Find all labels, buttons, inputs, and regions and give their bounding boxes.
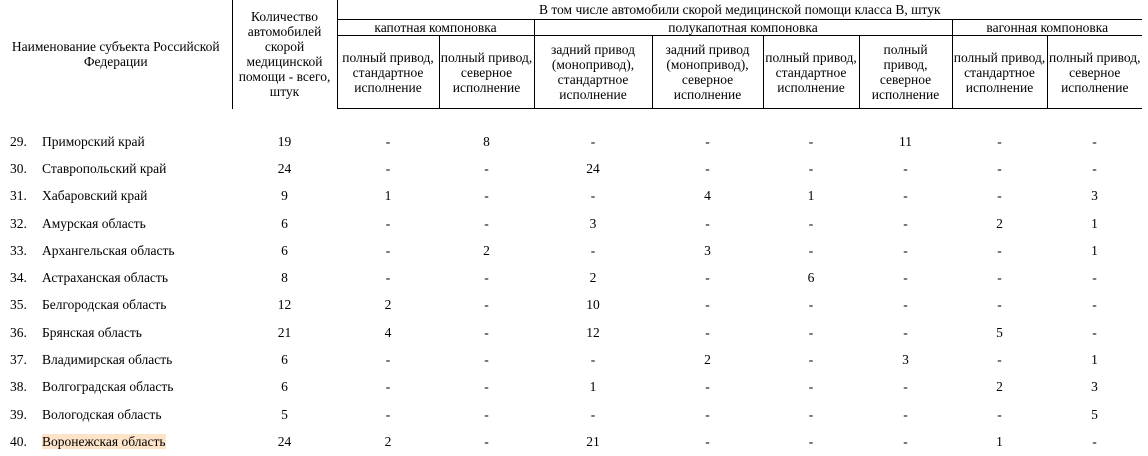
row-number: 30. (10, 160, 27, 176)
subject-name-text: Хабаровский край (42, 188, 148, 204)
row-value: - (484, 324, 489, 340)
row-value: - (997, 160, 1002, 176)
row-value: - (484, 379, 489, 395)
row-subject-name (42, 292, 232, 319)
row-value: 1 (1091, 242, 1098, 258)
row-subject-name (42, 346, 232, 373)
row-total: 5 (281, 406, 288, 422)
table-row (0, 128, 1142, 155)
row-value: - (590, 406, 596, 422)
row-value: - (997, 242, 1002, 258)
row-value: - (903, 160, 908, 176)
row-value: 2 (996, 379, 1003, 395)
subject-name-text: Владимирская область (42, 352, 173, 368)
row-value: - (484, 215, 489, 231)
table-row (0, 346, 1142, 373)
row-value: 21 (586, 433, 600, 449)
row-value: 3 (1091, 379, 1098, 395)
row-value: - (808, 242, 814, 258)
row-value: - (808, 215, 814, 231)
header-subcol: полный привод, северное исполнение (439, 36, 534, 109)
row-value: - (808, 297, 814, 313)
header-total: Количество автомобилей скорой медицинской помощи - всего, штук (232, 0, 337, 109)
row-value: - (808, 379, 814, 395)
row-value: - (385, 270, 391, 286)
row-value: - (903, 297, 908, 313)
row-value: - (1092, 433, 1097, 449)
row-number: 40. (10, 433, 27, 449)
row-value: 1 (1091, 215, 1098, 231)
table-row (0, 237, 1142, 264)
row-value: 2 (384, 433, 392, 449)
row-total: 6 (281, 215, 288, 231)
row-value: 1 (589, 379, 597, 395)
row-value: - (705, 406, 710, 422)
table-row (0, 401, 1142, 428)
row-value: - (705, 324, 710, 340)
row-value: - (385, 242, 391, 258)
row-value: - (903, 188, 908, 204)
subject-name-text: Амурская область (42, 215, 146, 231)
row-subject-name (42, 155, 232, 182)
row-subject-name (42, 428, 232, 455)
row-value: - (705, 160, 710, 176)
row-value: 2 (996, 215, 1003, 231)
row-subject-name (42, 183, 232, 210)
row-value: 8 (483, 133, 490, 149)
row-value: - (1092, 160, 1097, 176)
row-value: - (484, 352, 489, 368)
row-number: 32. (10, 215, 27, 231)
row-value: - (590, 242, 596, 258)
subject-name-text: Астраханская область (42, 270, 168, 286)
row-subject-name (42, 128, 232, 155)
row-value: - (808, 352, 814, 368)
row-number: 31. (10, 188, 27, 204)
row-total: 6 (281, 352, 288, 368)
row-subject-name (42, 401, 232, 428)
table-row (0, 428, 1142, 455)
row-value: 3 (902, 352, 909, 368)
subject-name-text: Волгоградская область (42, 379, 174, 395)
row-value: - (1092, 297, 1097, 313)
row-number: 29. (10, 133, 27, 149)
table-row (0, 292, 1142, 319)
row-value: - (385, 406, 391, 422)
header-group-van: вагонная компоновка (952, 20, 1142, 36)
row-total: 9 (281, 188, 288, 204)
row-subject-name (42, 319, 232, 346)
row-value: 3 (589, 215, 597, 231)
row-value: - (590, 188, 596, 204)
row-value: 1 (384, 188, 392, 204)
subject-name-text: Приморский край (42, 133, 145, 149)
header-subcol: полный привод, северное исполнение (1047, 36, 1142, 109)
header-subcol: полный привод, северное исполнение (859, 36, 952, 109)
row-number: 39. (10, 406, 27, 422)
row-value: 2 (384, 297, 392, 313)
row-value: - (705, 215, 710, 231)
row-value: - (808, 160, 814, 176)
row-value: - (808, 433, 814, 449)
row-value: - (808, 324, 814, 340)
row-subject-name (42, 374, 232, 401)
row-value: - (997, 297, 1002, 313)
row-value: 4 (384, 324, 392, 340)
row-value: 12 (586, 324, 600, 340)
row-subject-name (42, 264, 232, 291)
row-value: - (705, 133, 710, 149)
row-value: 4 (704, 188, 711, 204)
row-value: - (903, 406, 908, 422)
row-value: 5 (1091, 406, 1098, 422)
row-value: - (705, 433, 710, 449)
row-value: - (590, 352, 596, 368)
row-total: 21 (277, 324, 292, 340)
header-group-hood: капотная компоновка (337, 20, 534, 36)
header-subcol: полный привод, стандартное исполнение (763, 36, 859, 109)
row-value: 1 (1091, 352, 1098, 368)
row-value: - (1092, 270, 1097, 286)
header-subcol: полный привод, стандартное исполнение (952, 36, 1047, 109)
row-total: 6 (281, 379, 288, 395)
row-number: 33. (10, 242, 27, 258)
row-number: 36. (10, 324, 27, 340)
row-value: - (590, 133, 596, 149)
subject-name-text: Брянская область (42, 324, 142, 340)
row-value: - (997, 352, 1002, 368)
row-value: - (385, 160, 391, 176)
row-total: 6 (281, 242, 288, 258)
row-value: 2 (589, 270, 597, 286)
row-number: 35. (10, 297, 27, 313)
row-total: 24 (277, 433, 292, 449)
row-value: - (903, 270, 908, 286)
row-value: - (903, 242, 908, 258)
row-value: - (903, 324, 908, 340)
row-total: 24 (277, 160, 292, 176)
table-row (0, 155, 1142, 182)
header-subject-name: Наименование субъекта Российской Федерации (11, 39, 220, 70)
row-value: - (808, 406, 814, 422)
row-value: - (385, 215, 391, 231)
row-value: 3 (1091, 188, 1098, 204)
subject-name-text: Ставропольский край (42, 160, 167, 176)
table-row (0, 183, 1142, 210)
row-value: 10 (586, 297, 600, 313)
row-value: 24 (586, 160, 600, 176)
row-value: - (1092, 133, 1097, 149)
table-body (0, 109, 1142, 456)
row-value: 1 (996, 433, 1003, 449)
table-row (0, 264, 1142, 291)
row-value: - (385, 133, 391, 149)
row-subject-name (42, 237, 232, 264)
table-row (0, 210, 1142, 237)
row-number: 34. (10, 270, 27, 286)
row-value: 2 (704, 352, 711, 368)
subject-name-text: Архангельская область (42, 242, 175, 258)
row-value: - (484, 406, 489, 422)
row-value: - (997, 270, 1002, 286)
row-value: - (385, 379, 391, 395)
row-value: - (484, 297, 489, 313)
header-spacer (0, 109, 1142, 129)
row-value: - (705, 297, 710, 313)
table-row (0, 374, 1142, 401)
header-class-b: В том числе автомобили скорой медицинской помощи класса В, штук (337, 0, 1142, 20)
row-value: 6 (807, 270, 815, 286)
subject-name-text: Воронежская область (42, 433, 166, 449)
row-number: 37. (10, 352, 27, 368)
row-value: - (705, 379, 710, 395)
table-row (0, 319, 1142, 346)
row-value: - (997, 133, 1002, 149)
subject-name-text: Белгородская область (42, 297, 167, 313)
row-value: - (484, 433, 489, 449)
header-subcol: задний привод (монопривод), северное исполнение (652, 36, 763, 109)
row-value: - (808, 133, 814, 149)
row-value: - (705, 270, 710, 286)
row-value: - (903, 433, 908, 449)
row-value: 1 (807, 188, 815, 204)
row-value: 5 (996, 324, 1003, 340)
header-subcol: задний привод (монопривод), стандартное исполнение (534, 36, 652, 109)
row-value: - (997, 406, 1002, 422)
row-value: - (1092, 324, 1097, 340)
row-subject-name (42, 210, 232, 237)
row-value: 11 (899, 133, 913, 149)
row-value: 2 (483, 242, 490, 258)
row-value: 3 (704, 242, 711, 258)
row-value: - (903, 379, 908, 395)
row-number: 38. (10, 379, 27, 395)
row-total: 8 (281, 270, 288, 286)
row-value: - (484, 188, 489, 204)
row-value: - (903, 215, 908, 231)
row-value: - (484, 270, 489, 286)
row-value: - (385, 352, 391, 368)
row-value: - (484, 160, 489, 176)
subject-name-text: Вологодская область (42, 406, 162, 422)
table-header (0, 0, 1142, 109)
row-value: - (997, 188, 1002, 204)
row-total: 19 (277, 133, 292, 149)
header-subcol: полный привод, стандартное исполнение (337, 36, 439, 109)
row-total: 12 (277, 297, 292, 313)
header-group-semi-hood: полукапотная компоновка (534, 20, 952, 36)
